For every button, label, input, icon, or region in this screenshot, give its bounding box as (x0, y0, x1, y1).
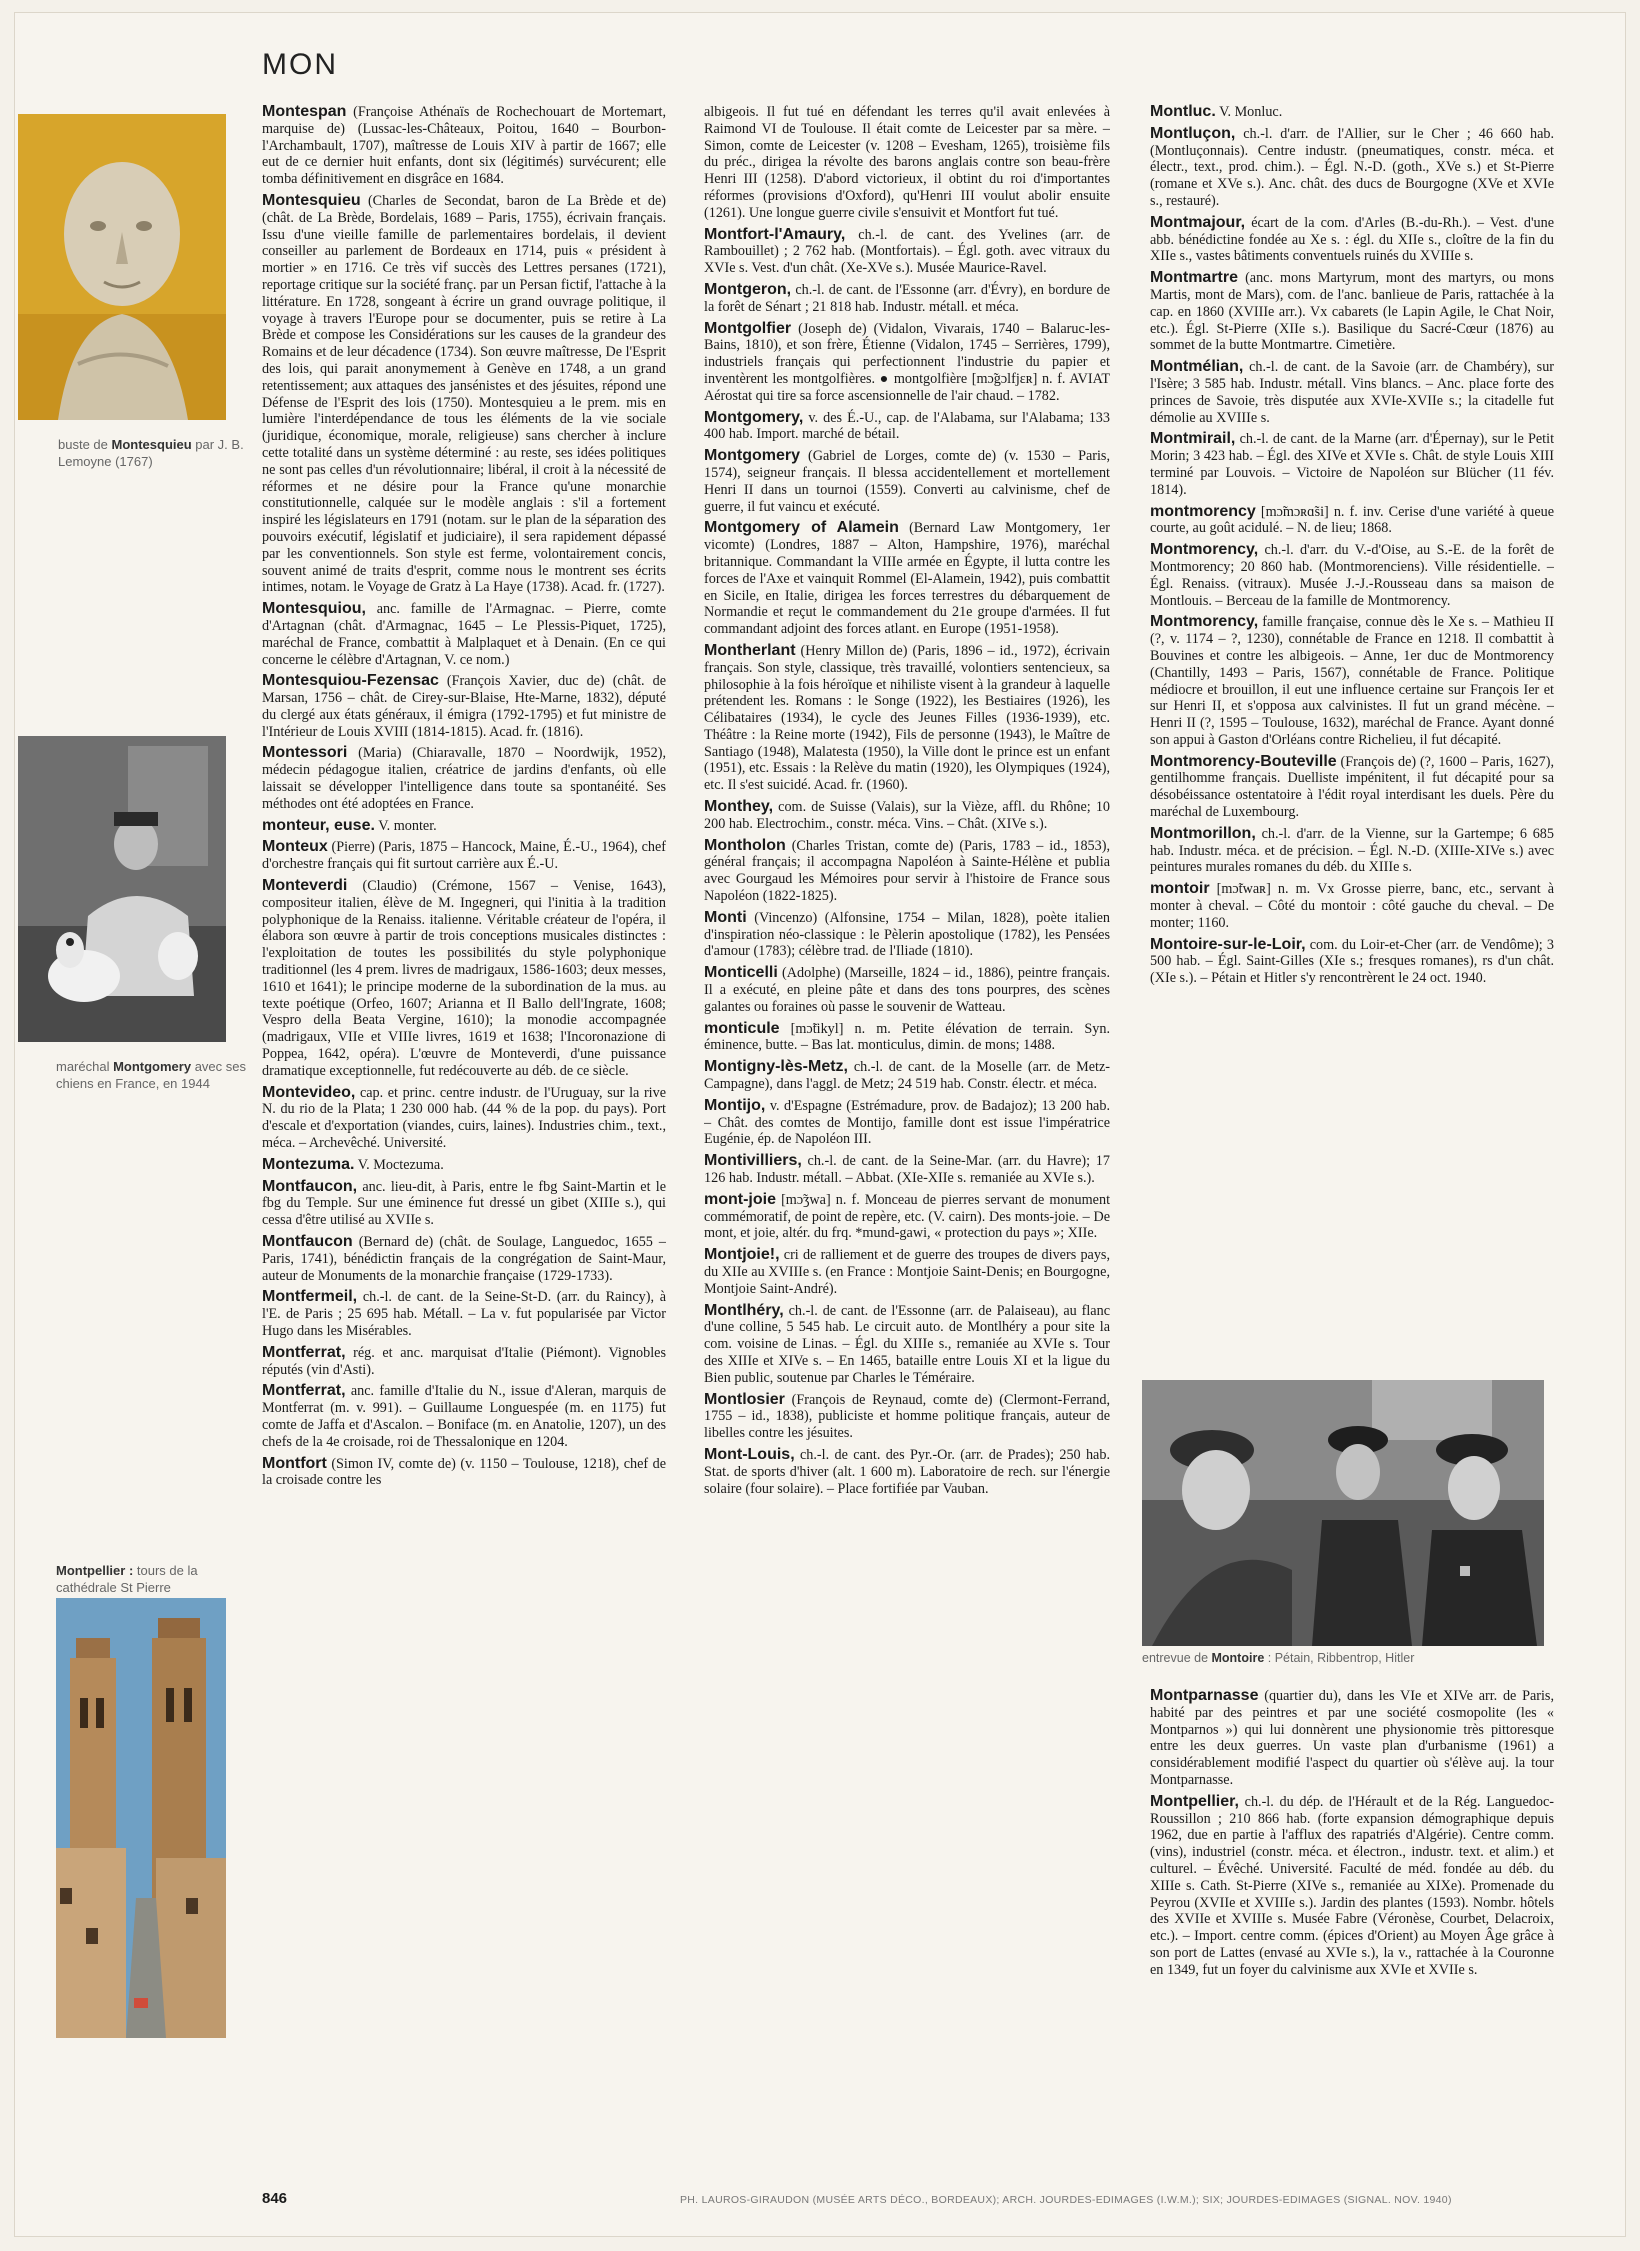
entry-text: famille française, connue dès le Xe s. – Mathieu II (?, v. 1174 – ?, 1230), connétable de France en 1218. Il combattit à Bouvines et contre les albigeois. – Anne, 1er duc de Montmorency (Chantilly, 1493 – Paris, 1567), connétable de France. Politique médiocre et brouillon, il eut une influence certaine sur François Ier et sur Henri II, et s'opposa aux calvinistes. Il fut un grand mécène. – Henri II (?, 1595 – Toulouse, 1632), maréchal de France. Ayant donné son appui à Gaston d'Orléans contre Richelieu, il fut décapité. (1150, 614, 1554, 748)
dictionary-entry (262, 745, 666, 812)
montgomery-caption: maréchal Montgomery avec ses chiens en France, en 1944 (56, 1059, 246, 1091)
entry-headword: Montmorency, (1150, 613, 1259, 631)
entry-text: (François de Reynaud, comte de) (Clermont-Ferrand, 1755 – id., 1838), publiciste et homme politique français, auteur de libelles contre les jésuites. (704, 1391, 1110, 1442)
entry-headword: Montluc. (1150, 104, 1216, 120)
montoire-photo (1142, 1380, 1544, 1646)
entry-headword: Montmorency, (1150, 541, 1259, 559)
entry-text: (Charles Tristan, comte de) (Paris, 1783 – id., 1853), général français; il accompagna Napoléon à Sainte-Hélène et publia avec Gourgaud les Mémoires pour servir à l'histoire de France sous Napoléon (1822-1825). (704, 837, 1110, 905)
entry-text: ch.-l. d'arr. de l'Allier, sur le Cher ; 46 660 hab. (Montluçonnais). Centre industr. (pneumatiques, constr. méca. et électr., text., prod. chim.). – Égl. N.-D. (goth., XVe s.) et St-Pierre (romane et XVe s.). Anc. chât. des ducs de Bourgogne (XVe et XVIe s., restauré). (1150, 125, 1554, 209)
entry-headword: Monteux (262, 838, 328, 856)
entry-text: (Françoise Athénaïs de Rochechouart de Mortemart, marquise de) (Lussac-les-Châteaux, Poitou, 1640 – Bourbon-l'Archambault, 1707), maîtresse de Louis XIV à partir de 1667; elle eut de ce dernier huit enfants, dont six (légitimés) survécurent; elle tomba définitivement en disgrâce en 1684. (262, 104, 666, 188)
dictionary-entry (262, 104, 666, 188)
entry-headword: Montesquiou-Fezensac (262, 672, 439, 690)
entry-headword: Monthey, (704, 798, 774, 816)
entry-text: V. Monluc. (1219, 104, 1283, 120)
dictionary-entry (1150, 126, 1554, 210)
dictionary-entry (704, 410, 1110, 444)
dictionary-entry (262, 839, 666, 873)
entry-text: (quartier du), dans les VIe et XIVe arr. de Paris, habité par des peintres et par une société cosmopolite (les « Montparnos ») qui lui donnèrent une physionomie très pittoresque entre les deux guerres. Un vaste plan d'urbanisme (1961) a considérablement modifié l'aspect du quartier où s'élève auj. la tour Montparnasse. (1150, 1688, 1554, 1788)
montesquieu-caption: buste de Montesquieu par J. B. Lemoyne (1767) (58, 437, 244, 469)
entry-headword: Montholon (704, 836, 786, 854)
dictionary-entry (704, 838, 1110, 905)
dictionary-entry (1150, 937, 1554, 987)
entry-headword: Montparnasse (1150, 1688, 1259, 1704)
dictionary-entry (704, 1392, 1110, 1442)
entry-headword: Montgeron, (704, 280, 792, 298)
montpellier-cathedral-photo (56, 1598, 226, 2038)
dictionary-entry (262, 878, 666, 1080)
dictionary-entry (1150, 754, 1554, 821)
entry-text: anc. famille de l'Armagnac. – Pierre, comte d'Artagnan (chât. d'Armagnac, 1645 – Le Plessis-Piquet, 1725), maréchal de France, combattit à Malplaquet et à Denain. (En ce qui concerne le célèbre d'Artagnan, V. ce nom.) (262, 601, 666, 668)
dictionary-entry (1150, 1794, 1554, 1979)
entry-text: albigeois. Il fut tué en défendant les terres qu'il avait enlevées à Raimond VI de Toulouse. Il était comte de Leicester par sa mère. – Simon, comte de Leicester (v. 1208 – Evesham, 1265), troisième fils du préc., dirigea la révolte des barons anglais contre son beau-frère Henri III (1258). D'abord victorieux, il obtint du roi d'importantes réformes (provisions d'Oxford), qu'Henri III voulut abolir ensuite (1261). Une longue guerre civile s'ensuivit et Montfort fut tué. (704, 104, 1110, 221)
entry-headword: Montpellier, (1150, 1792, 1239, 1810)
entry-headword: Montgomery, (704, 408, 804, 426)
entry-text: (Claudio) (Crémone, 1567 – Venise, 1643), compositeur italien, élève de M. Ingegneri, qui l'initia à la tradition polyphonique de la Renaiss. italienne. Véritable créateur de l'opéra, il élabora son œuvre à partir de trois conceptions musicales distinctes : l'exploitation de toutes les possibilités du style polyphonique traditionnel (les 4 prem. livres de madrigaux, 1586-1603; deux messes, 1610 et 1641); le principe moderne de la subordination de la mus. au texte poétique (Orfeo, 1607; Arianna et Il Ballo dell'Ingrate, 1608; Vespro della Beata Vergine, 1610); la monodie accompagnée (madrigaux, VIIe et VIIIe livres, 1619 et 1638; l'Incoronazione di Poppea, 1642, opéra). L'œuvre de Monteverdi, d'une puissance dramatique exceptionnelle, fut redécouverte au déb. de ce siècle. (262, 878, 666, 1079)
entry-text: (Bernard Law Montgomery, 1er vicomte) (Londres, 1887 – Alton, Hampshire, 1976), maréchal britannique. Commandant la VIIIe armée en Égypte, il lutta contre les forces de l'Axe et vainquit Rommel (El-Alamein, 1942), puis combattit en Sicile, en Italie, dirigea les forces terrestres du débarquement de Normandie et reçut le commandement du 21e groupe d'armées. Il fut commandant adjoint des forces atlant. en Europe (1951-1958). (704, 520, 1110, 638)
entry-headword: Montespan (262, 104, 347, 120)
entry-headword: Montfaucon (262, 1233, 353, 1250)
entry-headword: Montherlant (704, 641, 796, 659)
entry-headword: monteur, euse. (262, 816, 375, 834)
dictionary-entry (704, 282, 1110, 316)
entry-headword: Montjoie!, (704, 1246, 780, 1264)
dictionary-entry (704, 1447, 1110, 1497)
entry-text: cap. et princ. centre industr. de l'Uruguay, sur la rive N. du rio de la Plata; 1 230 000 hab. (44 % de la pop. du pays). Port d'escale et d'exportation (viandes, cuirs, laines). Industries chim., text., méca. – Archevêché. Université. (262, 1084, 666, 1152)
dictionary-entry (262, 1289, 666, 1339)
entry-headword: Montmélian, (1150, 358, 1244, 376)
entry-headword: Montfort (262, 1454, 327, 1472)
dictionary-entry (262, 193, 666, 596)
entry-headword: montmorency (1150, 502, 1256, 520)
dictionary-entry (704, 1021, 1110, 1055)
entry-headword: Montluçon, (1150, 124, 1236, 142)
montgomery-photo (18, 736, 226, 1042)
entry-headword: Montmorillon, (1150, 824, 1256, 842)
entry-text: ch.-l. de cant. des Yvelines (arr. de Rambouillet) ; 2 762 hab. (Montfortais). – Égl. goth. avec vitraux du XVIe s. Vest. d'un chât. (Xe-XVe s.). Musée Maurice-Ravel. (704, 226, 1110, 277)
dictionary-entry (704, 1059, 1110, 1093)
entry-text: anc. famille d'Italie du N., issue d'Aleran, marquis de Montferrat (m. v. 991). – Guillaume Longuespée (m. en 1175) fut comte de Jaffa et d'Ascalon. – Boniface (m. en Anatolie, 1207), un des chefs de la 4e croisade, roi de Thessalonique en 1204. (262, 1383, 666, 1450)
entry-headword: Montoire-sur-le-Loir, (1150, 935, 1306, 953)
entry-headword: Montesquieu (262, 191, 361, 209)
entry-text: V. monter. (378, 817, 437, 834)
entry-text: ch.-l. de cant. de la Marne (arr. d'Épernay), sur le Petit Morin; 3 423 hab. – Égl. des XIVe et XVIe s. Chât. de style Louis XIII terminé par Louvois. – Victoire de Napoléon sur Blücher (11 fév. 1814). (1150, 431, 1554, 498)
dictionary-entry (704, 104, 1110, 222)
entry-text: [mɔ̃mɔʀɑ̃si] n. f. inv. Cerise d'une variété à queue courte, au goût acidulé. – N. de lieu; 1868. (1150, 503, 1554, 537)
page-number: 846 (262, 2190, 288, 2207)
entry-text: com. de Suisse (Valais), sur la Vièze, affl. du Rhône; 10 200 hab. Electrochim., constr. méca. Vins. – Chât. (XIVe s.). (704, 799, 1110, 832)
entry-text: (Bernard de) (chât. de Soulage, Languedoc, 1655 – Paris, 1741), bénédictin français de la congrégation de Saint-Maur, auteur de Monuments de la monarchie française (1729-1733). (262, 1234, 666, 1284)
entry-text: v. des É.-U., cap. de l'Alabama, sur l'Alabama; 133 400 hab. Import. marché de bétail. (704, 409, 1110, 443)
entry-text: [mɔ̃ʒwa] n. f. Monceau de pierres servant de monument commémoratif, de point de repère, etc. (V. cairn). Des monts-joie. – De mont, et joie, altér. du frq. *mund-gawi, « protection du pays »; XIIe. (704, 1191, 1110, 1242)
entry-text: (François Xavier, duc de) (chât. de Marsan, 1756 – chât. de Cirey-sur-Blaise, Hte-Marne, 1832), député du clergé aux états généraux, il émigra (1792-1795) et fut ministre de l'Intérieur de Louis XVIII (1814-1815). Acad. fr. (1816). (262, 673, 666, 740)
dictionary-entry (1150, 431, 1554, 498)
entry-headword: Montfermeil, (262, 1288, 358, 1306)
dictionary-entry (704, 1098, 1110, 1148)
dictionary-entry (704, 1303, 1110, 1387)
entry-headword: Montmajour, (1150, 213, 1246, 231)
entry-text: écart de la com. d'Arles (B.-du-Rh.). – Vest. d'une abb. bénédictine fondée au Xe s. : égl. du XIIe s., cloître de la fin du XIIe s., vastes bâtiments conventuels ruinés du XVIIIe s. (1150, 214, 1554, 265)
dictionary-entry (1150, 826, 1554, 876)
dictionary-entry (262, 1157, 666, 1174)
dictionary-entry (262, 1234, 666, 1284)
dictionary-entry (1150, 359, 1554, 426)
dictionary-entry (262, 673, 666, 740)
entry-text: rég. et anc. marquisat d'Italie (Piémont). Vignobles réputés (vin d'Asti). (262, 1344, 666, 1378)
entry-text: com. du Loir-et-Cher (arr. de Vendôme); 3 500 hab. – Égl. Saint-Gilles (XIe s.; fresques romanes), rs d'un chât. (XIe s.). – Pétain et Hitler s'y rencontrèrent le 24 oct. 1940. (1150, 936, 1554, 987)
dictionary-entry (262, 601, 666, 668)
entry-text: ch.-l. de cant. de l'Essonne (arr. de Palaiseau), au flanc d'une colline, 5 545 hab. Le circuit auto. de Montlhéry a pour site la com. voisine de Linas. – Égl. du XIIIe s., remaniée au XVIe s. Tour des XIIIe et XIVe s. – En 1465, bataille entre Louis XI et la ligue du Bien public, soutenue par Charles le Téméraire. (704, 1302, 1110, 1386)
entry-text: (François de) (?, 1600 – Paris, 1627), gentilhomme français. Duelliste impénitent, il fut décapité pour sa désobéissance ostentatoire à l'édit royal interdisant les duels. Père du maréchal de Luxembourg. (1150, 753, 1554, 821)
text-column-2 (704, 104, 1110, 2174)
dictionary-entry (704, 448, 1110, 515)
entry-headword: Monticelli (704, 964, 778, 982)
dictionary-entry (704, 227, 1110, 277)
montesquieu-bust-image (18, 114, 226, 420)
entry-text: (anc. mons Martyrum, mont des martyrs, ou mons Martis, mont de Mars), com. de l'anc. banlieue de Paris, rattachée à la cap. en 1860 (XVIIIe arr.). Vx cabarets (le Lapin Agile, le Chat Noir, etc.). Égl. St-Pierre (XIIe s.). Basilique du Sacré-Cœur (1876) au sommet de la butte Montmartre. Cimetière. (1150, 270, 1554, 354)
dictionary-entry (1150, 104, 1554, 121)
dictionary-entry (1150, 504, 1554, 538)
dictionary-entry (704, 643, 1110, 794)
dictionary-entry (1150, 1688, 1554, 1789)
dictionary-entry (262, 1085, 666, 1152)
entry-headword: Mont-Louis, (704, 1445, 795, 1463)
entry-headword: Montfaucon, (262, 1177, 358, 1195)
dictionary-entry (704, 1247, 1110, 1297)
entry-headword: Montgomery of Alamein (704, 519, 899, 537)
photo-credits: PH. LAUROS-GIRAUDON (MUSÉE ARTS DÉCO., BORDEAUX); ARCH. JOURDES-EDIMAGES (I.W.M.); SIX; JOURDES-EDIMAGES (SIGNAL. NOV. 1940) (680, 2194, 1452, 2206)
entry-headword: Montesquiou, (262, 600, 366, 618)
entry-text: ch.-l. de cant. des Pyr.-Or. (arr. de Prades); 250 hab. Stat. de sports d'hiver (alt. 1 600 m). Laboratoire de rech. sur l'énergie solaire (four solaire). – Place fortifiée par Vauban. (704, 1446, 1110, 1497)
entry-text: (Henry Millon de) (Paris, 1896 – id., 1972), écrivain français. Son style, classique, très travaillé, volontiers sentencieux, sa philosophie à la fois héroïque et nihiliste visent à la grandeur à laquelle prétendent les. Romans : le Songe (1922), les Bestiaires (1926), les Célibataires (1934), le cycle des Jeunes Filles (1936-1939), etc. Théâtre : la Reine morte (1942), Fils de personne (1943), le Maître de Santiago (1948), Malatesta (1950), la Ville dont le prince est un enfant (1951), etc. Essais : la Relève du matin (1920), les Olympiques (1924), etc. Il s'est suicidé. Acad. fr. (1960). (704, 642, 1110, 794)
dictionary-entry (262, 1345, 666, 1379)
entry-text: ch.-l. de cant. de la Savoie (arr. de Chambéry), sur l'Isère; 3 585 hab. Industr. métall. Vins blancs. – Anc. place forte des princes de Savoie, très disputée aux XVIe-XVIIe s.; la citadelle fut démolie au XVIIIe s. (1150, 359, 1554, 426)
entry-headword: Montmorency-Bouteville (1150, 752, 1337, 770)
entry-headword: Montmirail, (1150, 430, 1236, 448)
entry-text: (Vincenzo) (Alfonsine, 1754 – Milan, 1828), poète italien d'inspiration néo-classique : le Pèlerin apostolique (1782), les Pensées d'amour (1783); célèbre trad. de l'Iliade (1810). (704, 909, 1110, 960)
entry-headword: Montfort-l'Amaury, (704, 225, 846, 243)
entry-headword: Montferrat, (262, 1343, 346, 1361)
entry-text: ch.-l. du dép. de l'Hérault et de la Rég. Languedoc-Roussillon ; 210 866 hab. (forte expansion démographique depuis 1962, due en partie à l'afflux des rapatriés d'Algérie). Centre comm. (vins), industriel (constr. méca. et électron., industr. text. et alim.) et culturel. – Évêché. Université. Faculté de méd. fondée au déb. du XIIIe s. Cath. St-Pierre (XIVe s., remaniée au XIXe). Promenade du Peyrou (XVIIe et XVIIIe s.). Jardin des plantes (1593). Nombr. hôtels des XVIIe et XVIIIe s. Musée Fabre (Véronèse, Courbet, Delacroix, etc.). – Import. centre comm. (épices d'Orient) au Moyen Âge grâce à son port de Lattes (envasé au XVIe s.), la v., rattachée à la Couronne en 1349, fut un foyer du calvinisme aux XVIe et XVIIe s. (1150, 1793, 1554, 1978)
dictionary-entry (704, 965, 1110, 1015)
dictionary-entry (262, 1456, 666, 1490)
entry-text: ch.-l. de cant. de la Seine-St-D. (arr. du Raincy), à l'E. de Paris ; 25 695 hab. Métall. – La v. fut popularisée par Victor Hugo dans les Misérables. (262, 1289, 666, 1339)
entry-text: (Charles de Secondat, baron de La Brède et de) (chât. de La Brède, Bordelais, 1689 – Paris, 1755), écrivain français. Issu d'une vieille famille de parlementaires bordelais, il devient conseiller au parlement de Bordeaux en 1714, puis « président à mortier » en 1716. Ce très vif succès des Lettres persanes (1721), reportage critique sur la société franç. par un Persan fictif, l'attache à la littérature. En 1728, songeant à écrire un grand ouvrage politique, il voyage à travers l'Europe pour se documenter, puis se retire à La Brède et compose les Considérations sur les causes de la grandeur des Romains et de leur décadence (1734). Son œuvre maîtresse, De l'Esprit des lois, qui parait anonymement à Genève en 1748, a un grand retentissement; aux attaques des jansénistes et des jésuites, répond une Défense de l'Esprit des lois (1750). Montesquieu a le prem. mis en lumière l'interdépendance de tous les éléments de la vie sociale (juridique, économique, morale, religieuse) sans chercher à inclure cette totalité dans un système déterminé : au reste, ses idées politiques ne sont pas celles d'un révolutionnaire; libéral, il croit à la nécessité de réformes et ne désire pour la France qu'une monarchie constitutionnelle, calquée sur le modèle anglais : s'il a fortement inspiré les législateurs en 1791 (notam. sur le plan de la séparation des pouvoirs exécutif, législatif et judiciaire), il sera rapidement dépassé par les conventionnels. Son style est ferme, volontairement concis, souvent animé de traits d'esprit, comme nous le montrent ses écrits intimes, notam. le Voyage de Gratz à La Haye (1738). Acad. fr. (1727). (262, 192, 666, 596)
entry-headword: monticule (704, 1019, 780, 1037)
entry-headword: mont-joie (704, 1190, 776, 1208)
entry-headword: Monti (704, 908, 747, 926)
text-column-3-upper (1150, 104, 1554, 1364)
entry-text: ch.-l. de cant. de la Moselle (arr. de Metz-Campagne), dans l'aggl. de Metz; 24 519 hab. Constr. électr. et méca. (704, 1059, 1110, 1093)
dictionary-entry (704, 1192, 1110, 1242)
entry-headword: Montessori (262, 744, 348, 762)
entry-headword: Montijo, (704, 1096, 766, 1114)
entry-text: [mɔ̃twaʀ] n. m. Vx Grosse pierre, banc, etc., servant à monter à cheval. – Côté du montoir : côté gauche du cheval. – De monter; 1160. (1150, 881, 1554, 931)
dictionary-entry (704, 520, 1110, 638)
entry-text: cri de ralliement et de guerre des troupes de divers pays, du XIIe au XVIIIe s. (en France : Montjoie Saint-Denis; en Bourgogne, Montjoie Saint-André). (704, 1247, 1110, 1297)
dictionary-entry (704, 799, 1110, 833)
entry-headword: Montezuma. (262, 1155, 355, 1173)
entry-text: (Gabriel de Lorges, comte de) (v. 1530 – Paris, 1574), seigneur français. Il blessa accidentellement et mortellement Henri II dans un tournoi (1559). Converti au calvinisme, chef de guerre, il fut vaincu et exécuté. (704, 448, 1110, 515)
entry-text: ch.-l. de cant. de l'Essonne (arr. d'Évry), en bordure de la forêt de Sénart ; 21 818 hab. Industr. métall. et méca. (704, 281, 1110, 315)
entry-headword: Montferrat, (262, 1382, 346, 1400)
entry-headword: Montgomery (704, 447, 800, 465)
dictionary-entry (704, 1153, 1110, 1187)
entry-headword: Montigny-lès-Metz, (704, 1058, 848, 1076)
entry-text: [mɔ̃tikyl] n. m. Petite élévation de terrain. Syn. éminence, butte. – Bas lat. monticulus, dimin. de mons; 1488. (704, 1020, 1110, 1054)
dictionary-entry (1150, 270, 1554, 354)
dictionary-entry (1150, 881, 1554, 931)
dictionary-entry (262, 1383, 666, 1450)
dictionary-entry (262, 818, 666, 835)
dictionary-entry (704, 321, 1110, 405)
entry-text: (Adolphe) (Marseille, 1824 – id., 1886), peintre français. Il a exécuté, en pleine pâte et dans des tons pourpres, des scènes galantes ou foraines où passe le souvenir de Watteau. (704, 965, 1110, 1015)
montpellier-caption: Montpellier : tours de la cathédrale St Pierre (56, 1563, 198, 1595)
entry-text: ch.-l. de cant. de la Seine-Mar. (arr. du Havre); 17 126 hab. Industr. métall. – Abbat. (XIe-XIIe s. remaniée au XVIe s.). (704, 1153, 1110, 1187)
running-head: MON (262, 48, 338, 81)
entry-text: (Simon IV, comte de) (v. 1150 – Toulouse, 1218), chef de la croisade contre les (262, 1455, 666, 1489)
entry-text: (Maria) (Chiaravalle, 1870 – Noordwijk, 1952), médecin pédagogue italien, créatrice de jardins d'enfants, où elle laissait se développer l'intelligence dans toute sa spontanéité. Ses méthodes ont été adoptées en France. (262, 745, 666, 812)
entry-headword: Montevideo, (262, 1083, 356, 1101)
entry-headword: montoir (1150, 880, 1210, 898)
entry-headword: Montmartre (1150, 269, 1239, 287)
entry-text: (Pierre) (Paris, 1875 – Hancock, Maine, É.-U., 1964), chef d'orchestre français qui fit surtout carrière aux É.-U. (262, 839, 666, 873)
dictionary-entry (1150, 542, 1554, 609)
text-column-3-lower (1150, 1688, 1554, 2108)
entry-headword: Montgolfier (704, 319, 792, 337)
montoire-caption: entrevue de Montoire : Pétain, Ribbentrop, Hitler (1142, 1651, 1415, 1665)
dictionary-entry (1150, 215, 1554, 265)
entry-text: ch.-l. d'arr. de la Vienne, sur la Gartempe; 6 685 hab. Industr. méca. et de précision. – Égl. N.-D. (XIIIe-XIVe s.) avec peintures murales romanes du déb. du XIIIe s. (1150, 825, 1554, 876)
dictionary-entry (1150, 614, 1554, 748)
dictionary-entry (704, 910, 1110, 960)
entry-headword: Montlhéry, (704, 1301, 784, 1319)
entry-text: (Joseph de) (Vidalon, Vivarais, 1740 – Balaruc-les-Bains, 1810), et son frère, Étienne (Vidalon, 1745 – Serrières, 1799), industriels français qui perfectionnent l'industrie du papier et inventèrent les montgolfières. ● montgolfière [mɔ̃gɔlfjɛʀ] n. f. AVIAT Aérostat qui tire sa force ascensionnelle de l'air chaud. – 1782. (704, 320, 1110, 404)
entry-text: v. d'Espagne (Estrémadure, prov. de Badajoz); 13 200 hab. – Chât. des comtes de Montijo, famille dont est issue l'impératrice Eugénie, ép. de Napoléon III. (704, 1097, 1110, 1148)
entry-text: ch.-l. d'arr. du V.-d'Oise, au S.-E. de la forêt de Montmorency; 20 860 hab. (Montmorenciens). Ville résidentielle. – Égl. Renaiss. (vitraux). Musée J.-J.-Rousseau dans sa maison de Montlouis. – Berceau de la famille de Montmorency. (1150, 542, 1554, 609)
entry-text: anc. lieu-dit, à Paris, entre le fbg Saint-Martin et le fbg du Temple. Sur une éminence fut dressé un gibet (XIIIe s.), qui cessa d'être utilisé au XVIIe s. (262, 1178, 666, 1229)
text-column-1 (262, 104, 666, 2174)
entry-headword: Monteverdi (262, 877, 348, 895)
entry-headword: Montivilliers, (704, 1152, 802, 1170)
entry-headword: Montlosier (704, 1390, 785, 1408)
dictionary-entry (262, 1179, 666, 1229)
entry-text: V. Moctezuma. (357, 1156, 444, 1173)
